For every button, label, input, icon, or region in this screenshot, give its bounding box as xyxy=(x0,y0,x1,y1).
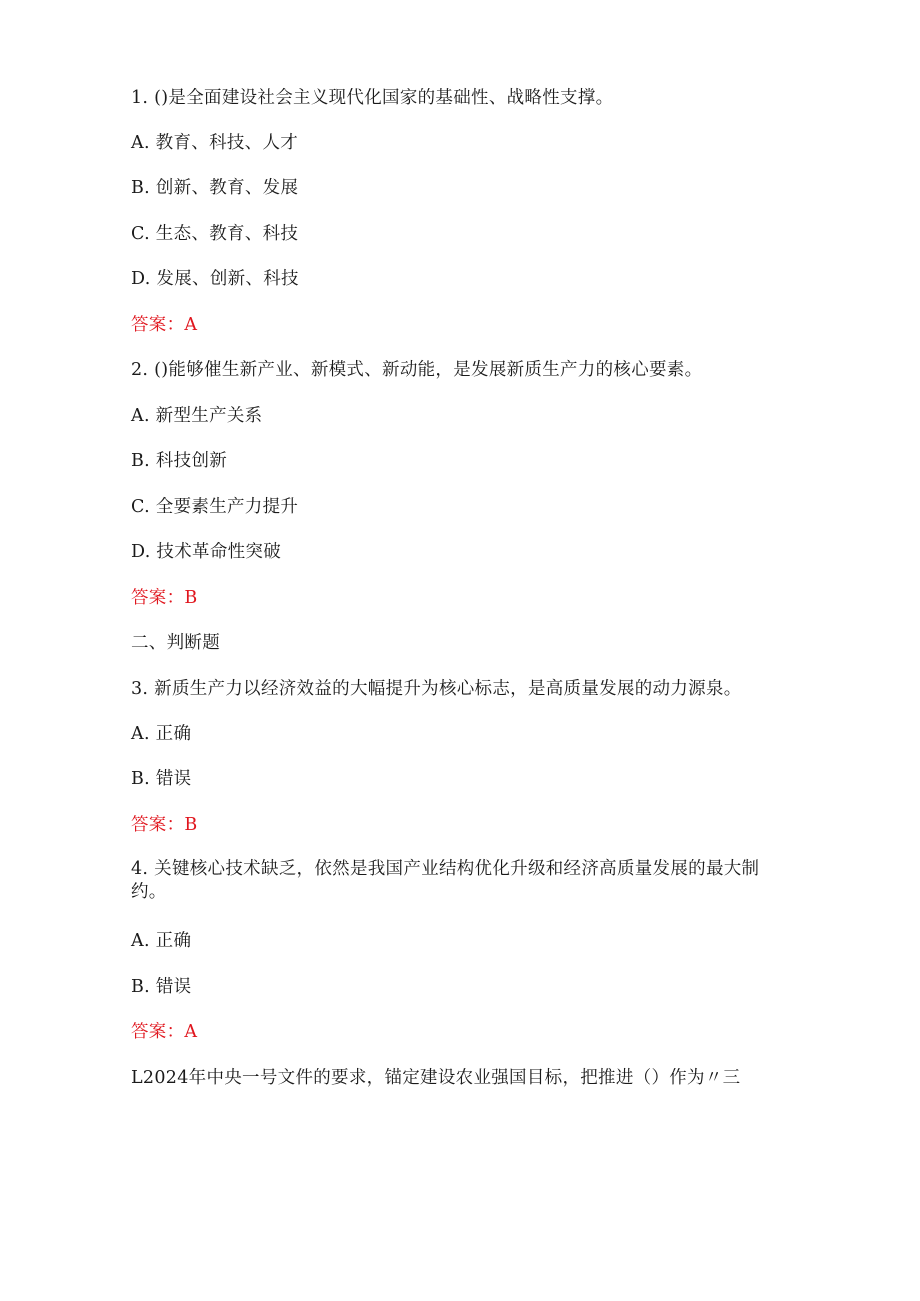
question-2-option-d: D. 技术革命性突破 xyxy=(131,542,282,562)
question-2-answer: 答案：B xyxy=(131,588,198,608)
question-3: 3. 新质生产力以经济效益的大幅提升为核心标志，是高质量发展的动力源泉。 xyxy=(131,679,742,699)
question-2-option-a: A. 新型生产关系 xyxy=(131,406,263,426)
question-5: L2024年中央一号文件的要求，锚定建设农业强国目标，把推进（）作为〃三 xyxy=(131,1068,741,1088)
question-1-answer: 答案：A xyxy=(131,315,198,335)
question-3-answer: 答案：B xyxy=(131,815,198,835)
question-1-option-b: B. 创新、教育、发展 xyxy=(131,178,299,198)
question-2-option-c: C. 全要素生产力提升 xyxy=(131,497,299,517)
question-4-option-a: A. 正确 xyxy=(131,931,192,951)
section-heading: 二、判断题 xyxy=(131,633,220,653)
question-3-option-b: B. 错误 xyxy=(131,769,192,789)
question-2-option-b: B. 科技创新 xyxy=(131,451,228,471)
question-1-option-a: A. 教育、科技、人才 xyxy=(131,133,299,153)
question-1: 1. ()是全面建设社会主义现代化国家的基础性、战略性支撑。 xyxy=(131,88,614,108)
question-4-answer: 答案：A xyxy=(131,1022,198,1042)
question-1-option-d: D. 发展、创新、科技 xyxy=(131,269,299,289)
question-1-option-c: C. 生态、教育、科技 xyxy=(131,224,299,244)
question-3-option-a: A. 正确 xyxy=(131,724,192,744)
question-4: 4. 关键核心技术缺乏，依然是我国产业结构优化升级和经济高质量发展的最大制约。 xyxy=(131,859,760,902)
question-2: 2. ()能够催生新产业、新模式、新动能，是发展新质生产力的核心要素。 xyxy=(131,360,703,380)
question-4-option-b: B. 错误 xyxy=(131,977,192,997)
